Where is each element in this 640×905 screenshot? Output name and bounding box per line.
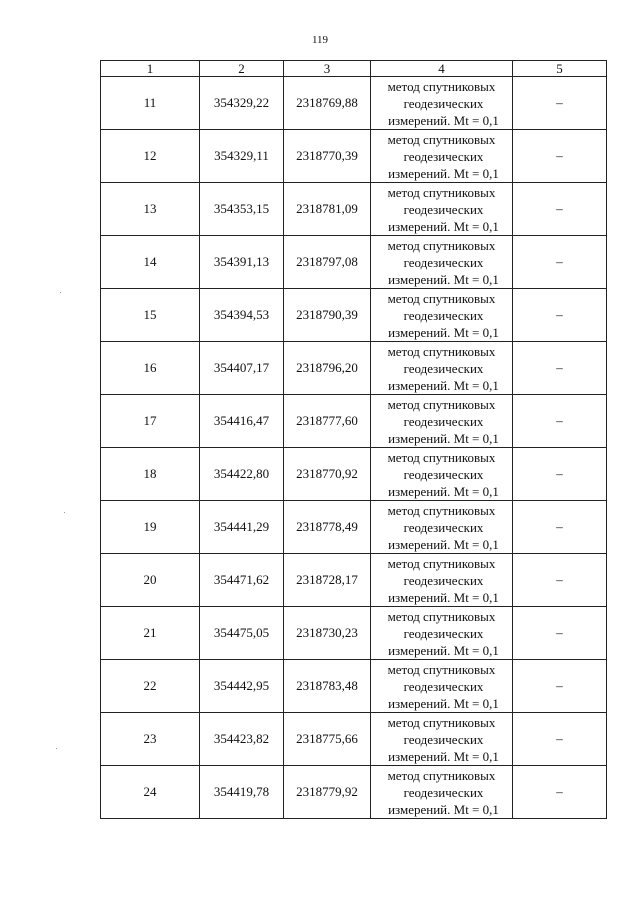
method-cell	[371, 713, 513, 766]
note-cell: –	[513, 342, 607, 395]
point-number-cell: 13	[101, 183, 200, 236]
point-number-cell: 22	[101, 660, 200, 713]
method-line: геодезических	[403, 678, 484, 694]
method-line: метод спутниковых	[387, 502, 496, 518]
x-coordinate-cell: 354475,05	[200, 607, 284, 660]
note-cell: –	[513, 77, 607, 130]
point-number-cell: 19	[101, 501, 200, 554]
table-row	[101, 130, 607, 183]
table-row	[101, 395, 607, 448]
method-line: измерений. Mt = 0,1	[388, 377, 499, 393]
point-number-cell: 11	[101, 77, 200, 130]
method-cell	[371, 77, 513, 130]
x-coordinate-cell: 354353,15	[200, 183, 284, 236]
coordinates-table	[100, 60, 607, 819]
note-cell: –	[513, 607, 607, 660]
y-coordinate-cell: 2318728,17	[284, 554, 371, 607]
method-cell	[371, 501, 513, 554]
x-coordinate-cell: 354471,62	[200, 554, 284, 607]
method-line: геодезических	[403, 572, 484, 588]
method-line: метод спутниковых	[387, 661, 496, 677]
method-cell	[371, 130, 513, 183]
method-line: геодезических	[403, 784, 484, 800]
x-coordinate-cell: 354329,22	[200, 77, 284, 130]
table-row	[101, 289, 607, 342]
method-line: измерений. Mt = 0,1	[388, 165, 499, 181]
table-row	[101, 342, 607, 395]
point-number-cell: 23	[101, 713, 200, 766]
table-row	[101, 501, 607, 554]
method-line: измерений. Mt = 0,1	[388, 430, 499, 446]
column-header-5: 5	[513, 61, 607, 77]
method-line: метод спутниковых	[387, 78, 496, 94]
method-line: измерений. Mt = 0,1	[388, 324, 499, 340]
method-line: геодезических	[403, 466, 484, 482]
table-header-row	[101, 61, 607, 77]
method-cell	[371, 554, 513, 607]
x-coordinate-cell: 354394,53	[200, 289, 284, 342]
scan-speck	[64, 512, 65, 513]
method-line: метод спутниковых	[387, 449, 496, 465]
method-cell	[371, 766, 513, 819]
method-line: геодезических	[403, 360, 484, 376]
method-line: измерений. Mt = 0,1	[388, 695, 499, 711]
y-coordinate-cell: 2318796,20	[284, 342, 371, 395]
y-coordinate-cell: 2318778,49	[284, 501, 371, 554]
method-cell	[371, 342, 513, 395]
point-number-cell: 18	[101, 448, 200, 501]
method-line: измерений. Mt = 0,1	[388, 218, 499, 234]
method-line: метод спутниковых	[387, 396, 496, 412]
method-line: метод спутниковых	[387, 555, 496, 571]
method-line: измерений. Mt = 0,1	[388, 589, 499, 605]
method-cell	[371, 183, 513, 236]
method-line: геодезических	[403, 307, 484, 323]
y-coordinate-cell: 2318797,08	[284, 236, 371, 289]
method-line: метод спутниковых	[387, 237, 496, 253]
table-row	[101, 660, 607, 713]
method-line: геодезических	[403, 625, 484, 641]
method-line: геодезических	[403, 413, 484, 429]
point-number-cell: 15	[101, 289, 200, 342]
method-cell	[371, 660, 513, 713]
x-coordinate-cell: 354407,17	[200, 342, 284, 395]
y-coordinate-cell: 2318769,88	[284, 77, 371, 130]
method-cell	[371, 289, 513, 342]
y-coordinate-cell: 2318790,39	[284, 289, 371, 342]
table-body	[101, 77, 607, 819]
column-header-3: 3	[284, 61, 371, 77]
note-cell: –	[513, 713, 607, 766]
note-cell: –	[513, 501, 607, 554]
column-header-2: 2	[200, 61, 284, 77]
method-cell	[371, 607, 513, 660]
note-cell: –	[513, 395, 607, 448]
note-cell: –	[513, 289, 607, 342]
point-number-cell: 12	[101, 130, 200, 183]
x-coordinate-cell: 354329,11	[200, 130, 284, 183]
method-line: метод спутниковых	[387, 767, 496, 783]
method-line: метод спутниковых	[387, 608, 496, 624]
table-row	[101, 607, 607, 660]
point-number-cell: 21	[101, 607, 200, 660]
method-cell	[371, 236, 513, 289]
x-coordinate-cell: 354419,78	[200, 766, 284, 819]
x-coordinate-cell: 354442,95	[200, 660, 284, 713]
x-coordinate-cell: 354422,80	[200, 448, 284, 501]
method-line: геодезических	[403, 731, 484, 747]
x-coordinate-cell: 354423,82	[200, 713, 284, 766]
method-line: метод спутниковых	[387, 131, 496, 147]
y-coordinate-cell: 2318781,09	[284, 183, 371, 236]
scan-speck	[60, 292, 61, 293]
method-line: измерений. Mt = 0,1	[388, 748, 499, 764]
method-line: измерений. Mt = 0,1	[388, 271, 499, 287]
note-cell: –	[513, 766, 607, 819]
table-row	[101, 766, 607, 819]
point-number-cell: 20	[101, 554, 200, 607]
method-line: метод спутниковых	[387, 343, 496, 359]
method-line: геодезических	[403, 254, 484, 270]
note-cell: –	[513, 183, 607, 236]
table-row	[101, 448, 607, 501]
note-cell: –	[513, 130, 607, 183]
point-number-cell: 24	[101, 766, 200, 819]
method-line: измерений. Mt = 0,1	[388, 801, 499, 817]
y-coordinate-cell: 2318777,60	[284, 395, 371, 448]
y-coordinate-cell: 2318779,92	[284, 766, 371, 819]
method-line: измерений. Mt = 0,1	[388, 642, 499, 658]
method-line: метод спутниковых	[387, 714, 496, 730]
y-coordinate-cell: 2318775,66	[284, 713, 371, 766]
y-coordinate-cell: 2318730,23	[284, 607, 371, 660]
note-cell: –	[513, 554, 607, 607]
point-number-cell: 16	[101, 342, 200, 395]
table-row	[101, 236, 607, 289]
method-line: измерений. Mt = 0,1	[388, 536, 499, 552]
method-line: измерений. Mt = 0,1	[388, 483, 499, 499]
x-coordinate-cell: 354441,29	[200, 501, 284, 554]
y-coordinate-cell: 2318770,39	[284, 130, 371, 183]
table-row	[101, 77, 607, 130]
y-coordinate-cell: 2318770,92	[284, 448, 371, 501]
table-row	[101, 554, 607, 607]
table-row	[101, 183, 607, 236]
scan-speck	[56, 748, 57, 749]
method-line: метод спутниковых	[387, 184, 496, 200]
column-header-1: 1	[101, 61, 200, 77]
point-number-cell: 14	[101, 236, 200, 289]
page-number: 119	[311, 34, 329, 46]
method-line: геодезических	[403, 148, 484, 164]
note-cell: –	[513, 236, 607, 289]
method-line: геодезических	[403, 201, 484, 217]
method-line: геодезических	[403, 519, 484, 535]
table-row	[101, 713, 607, 766]
method-cell	[371, 395, 513, 448]
x-coordinate-cell: 354416,47	[200, 395, 284, 448]
point-number-cell: 17	[101, 395, 200, 448]
method-line: измерений. Mt = 0,1	[388, 112, 499, 128]
note-cell: –	[513, 448, 607, 501]
method-cell	[371, 448, 513, 501]
method-line: метод спутниковых	[387, 290, 496, 306]
y-coordinate-cell: 2318783,48	[284, 660, 371, 713]
column-header-4: 4	[371, 61, 513, 77]
x-coordinate-cell: 354391,13	[200, 236, 284, 289]
method-line: геодезических	[403, 95, 484, 111]
note-cell: –	[513, 660, 607, 713]
